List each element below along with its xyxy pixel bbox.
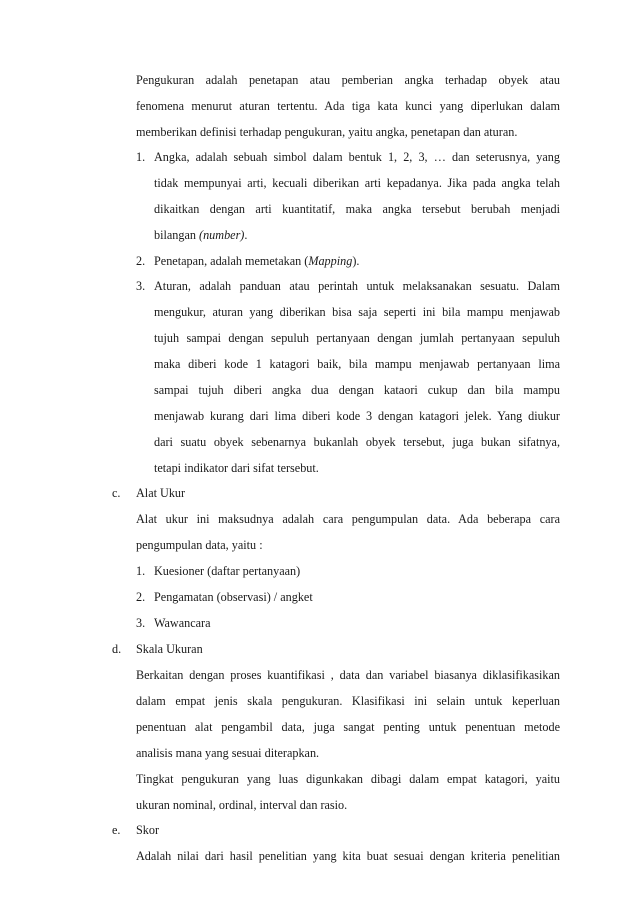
list-item-line: tujuh sampai dengan sepuluh pertanyaan dengan jumlah pertanyaan sepuluh: [154, 331, 560, 345]
list-item-italic: (number): [199, 228, 245, 242]
section-line: pengumpulan data, yaitu :: [136, 538, 263, 552]
intro-line: memberikan definisi terhadap pengukuran, yaitu angka, penetapan dan aturan.: [136, 125, 518, 139]
list-item-line: dari suatu obyek sebenarnya bukanlah obyek tersebut, juga bukan sifatnya,: [154, 435, 560, 449]
list-number: 3.: [136, 616, 146, 630]
intro-line: Pengukuran adalah penetapan atau pemberian angka terhadap obyek atau: [136, 73, 560, 87]
list-item-line: mengukur, aturan yang diberikan bisa saja seperti ini bila mampu menjawab: [154, 305, 560, 319]
section-line: Alat ukur ini maksudnya adalah cara pengumpulan data. Ada beberapa cara: [136, 512, 560, 526]
section-line: dalam empat jenis skala pengukuran. Klasifikasi ini selain untuk keperluan: [136, 694, 560, 708]
list-item-line: dikaitkan dengan arti kuantitatif, maka angka tersebut berubah menjadi: [154, 202, 560, 216]
section-marker: d.: [112, 642, 122, 656]
list-number: 1.: [136, 564, 146, 578]
list-number: 2.: [136, 590, 146, 604]
section-line: ukuran nominal, ordinal, interval dan rasio.: [136, 798, 348, 812]
list-item-line: [154, 228, 247, 242]
list-item-line: menjawab kurang dari lima diberi kode 3 dengan katagori jelek. Yang diukur: [154, 409, 560, 423]
list-item-text: Penetapan, adalah memetakan (: [154, 254, 309, 268]
section-title: Skala Ukuran: [136, 642, 203, 656]
list-number: 3.: [136, 279, 146, 293]
section-line: Tingkat pengukuran yang luas digunkakan dibagi dalam empat katagori, yaitu: [136, 772, 560, 786]
list-number: 1.: [136, 150, 146, 164]
list-item-line: tidak mempunyai arti, kecuali diberikan arti kepadanya. Jika pada angka telah: [154, 176, 560, 190]
list-item-line: maka diberi kode 1 katagori baik, bila mampu menjawab pertanyaan lima: [154, 357, 560, 371]
section-title: Alat Ukur: [136, 486, 186, 500]
list-item-line: Aturan, adalah panduan atau perintah untuk melaksanakan sesuatu. Dalam: [154, 279, 560, 293]
list-item-text: .: [244, 228, 248, 242]
list-item: Pengamatan (observasi) / angket: [154, 590, 313, 604]
list-item: Wawancara: [154, 616, 211, 630]
section-marker: c.: [112, 486, 121, 500]
list-item-line: Angka, adalah sebuah simbol dalam bentuk 1, 2, 3, … dan seterusnya, yang: [154, 150, 560, 164]
list-item-line: sampai tujuh diberi angka dua dengan kataori cukup dan bila mampu: [154, 383, 560, 397]
list-item-italic: Mapping: [308, 254, 353, 268]
list-item-line: [154, 254, 359, 268]
list-number: 2.: [136, 254, 146, 268]
list-item-line: tetapi indikator dari sifat tersebut.: [154, 461, 319, 475]
section-line: Berkaitan dengan proses kuantifikasi , data dan variabel biasanya diklasifikasikan: [136, 668, 560, 682]
intro-line: fenomena menurut aturan tertentu. Ada tiga kata kunci yang diperlukan dalam: [136, 99, 560, 113]
list-item-text: bilangan: [154, 228, 200, 242]
list-item: Kuesioner (daftar pertanyaan): [154, 564, 301, 578]
section-line: penentuan alat pengambil data, juga sangat penting untuk penentuan metode: [136, 720, 560, 734]
section-line: Adalah nilai dari hasil penelitian yang kita buat sesuai dengan kriteria penelitian: [136, 849, 560, 863]
list-item-text: ).: [352, 254, 360, 268]
section-line: analisis mana yang sesuai diterapkan.: [136, 746, 320, 760]
section-title: Skor: [136, 823, 160, 837]
section-marker: e.: [112, 823, 121, 837]
